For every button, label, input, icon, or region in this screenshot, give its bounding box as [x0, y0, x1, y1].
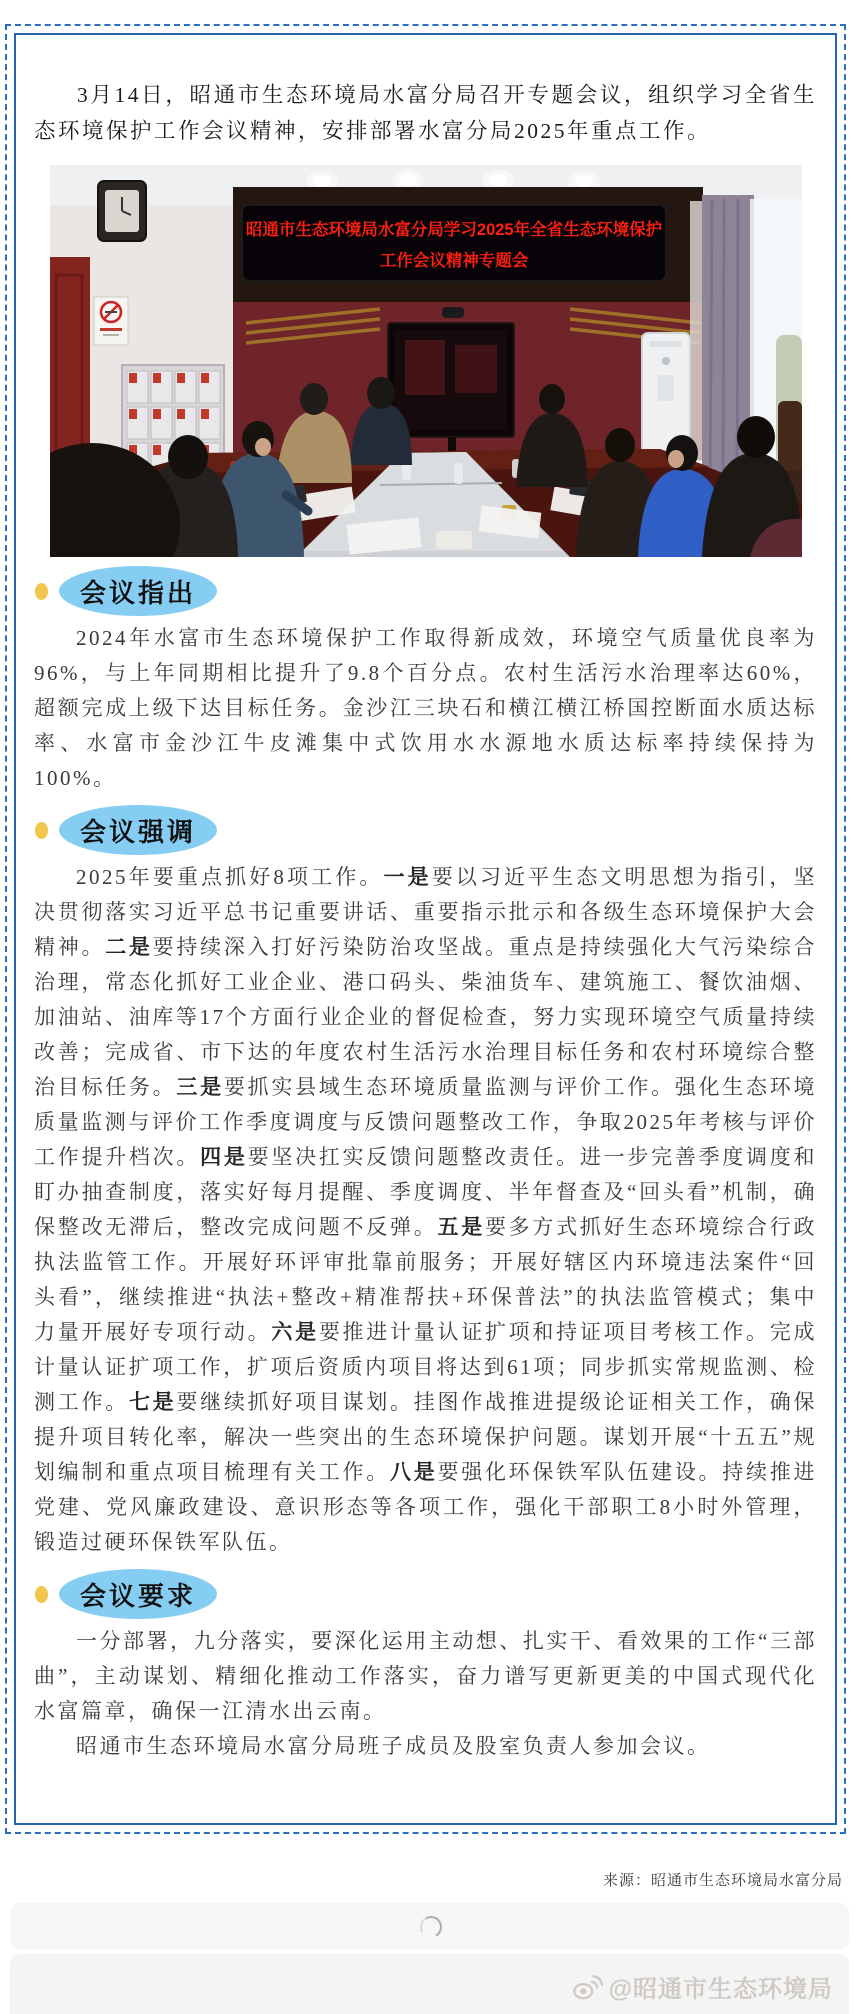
loading-spinner-icon: [417, 1914, 444, 1941]
bullet-dot-icon: [35, 1586, 48, 1603]
loading-panel: [10, 1903, 849, 1950]
bullet-dot-icon: [35, 583, 48, 600]
section: [32, 804, 819, 1560]
wall-clock: [98, 181, 146, 241]
tissue-box: [436, 531, 472, 549]
document-content: [14, 33, 837, 1825]
paragraph: 昭通市生态环境局水富分局班子成员及股室负责人参加会议。: [76, 1734, 711, 1758]
led-banner: [242, 205, 666, 281]
paragraph: 一分部署，九分落实，要深化运用主动想、扎实干、看效果的工作“三部曲”，主动谋划、精细化推动工作落实，奋力谱写更新更美的中国式现代化水富篇章，确保一江清水出云南。: [34, 1629, 817, 1723]
section: [32, 565, 819, 796]
document-border: [5, 24, 846, 1834]
section-header: [32, 1568, 819, 1620]
paragraph: 2025年要重点抓好8项工作。一是要以习近平生态文明思想为指引，坚决贯彻落实习近平总书记重要讲话、重要指示批示和各级生态环境保护大会精神。二是要持续深入打好污染防治攻坚战。重点是持续强化大气污染综合治理，常态化抓好工业企业、港口码头、柴油货车、建筑施工、餐饮油烟、加油站、油库等17个方面行业企业的督促检查，努力实现环境空气质量持续改善；完成省、市下达的年度农村生活污水治理目标任务和农村环境综合整治目标任务。三是要抓实县域生态环境质量监测与评价工作。强化生态环境质量监测与评价工作季度调度与反馈问题整改工作，争取2025年考核与评价工作提升档次。四是要坚决扛实反馈问题整改责任。进一步完善季度调度和盯办抽查制度，落实好每月提醒、季度调度、半年督查及“回头看”机制，确保整改无滞后，整改完成问题不反弹。五是要多方式抓好生态环境综合行政执法监管工作。开展好环评审批靠前服务；开展好辖区内环境违法案件“回头看”，继续推进“执法+整改+精准帮扶+环保普法”的执法监管模式；集中力量开展好专项行动。六是要推进计量认证扩项和持证项目考核工作。完成计量认证扩项工作，扩项后资质内项目将达到61项；同步抓实常规监测、检测工作。七是要继续抓好项目谋划。挂图作战推进提级论证相关工作，确保提升项目转化率，解决一些突出的生态环境保护问题。谋划开展“十五五”规划编制和重点项目梳理有关工作。八是要强化环保铁军队伍建设。持续推进党建、党风廉政建设、意识形态等各项工作，强化干部职工8小时外管理，锻造过硬环保铁军队伍。: [34, 865, 818, 1554]
next-image-panel: [10, 1954, 849, 2014]
source-credit: 来源：昭通市生态环境局水富分局: [602, 1872, 843, 1889]
watermark-handle: @昭通市生态环境局: [608, 1976, 833, 2003]
section: [32, 1568, 819, 1764]
led-banner-line2: 工作会议精神专题会: [379, 252, 528, 270]
meeting-photo-illustration: [50, 165, 802, 557]
no-smoking-sign: [94, 297, 128, 345]
bullet-dot-icon: [35, 822, 48, 839]
section-title-pill: 会议强调: [59, 805, 217, 855]
section-title-pill: 会议要求: [59, 1569, 217, 1619]
sections: [32, 565, 819, 1764]
section-header: [32, 565, 819, 617]
meeting-photo[interactable]: [50, 165, 802, 557]
led-banner-line1: 昭通市生态环境局水富分局学习2025年全省生态环境保护: [245, 221, 662, 239]
section-title-pill: 会议指出: [59, 566, 217, 616]
video-camera: [442, 307, 464, 318]
weibo-watermark: [571, 1969, 833, 2004]
paragraph: 2024年水富市生态环境保护工作取得新成效，环境空气质量优良率为96%，与上年同期相比提升了9.8个百分点。农村生活污水治理率达60%，超额完成上级下达目标任务。金沙江三块石和横江横江桥国控断面水质达标率、水富市金沙江牛皮滩集中式饮用水水源地水质达标率持续保持为100%。: [34, 626, 817, 790]
weibo-logo-icon: [571, 1973, 603, 2000]
intro-paragraph: 3月14日，昭通市生态环境局水富分局召开专题会议，组织学习全省生态环境保护工作会议精神，安排部署水富分局2025年重点工作。: [34, 83, 817, 143]
section-header: [32, 804, 819, 856]
